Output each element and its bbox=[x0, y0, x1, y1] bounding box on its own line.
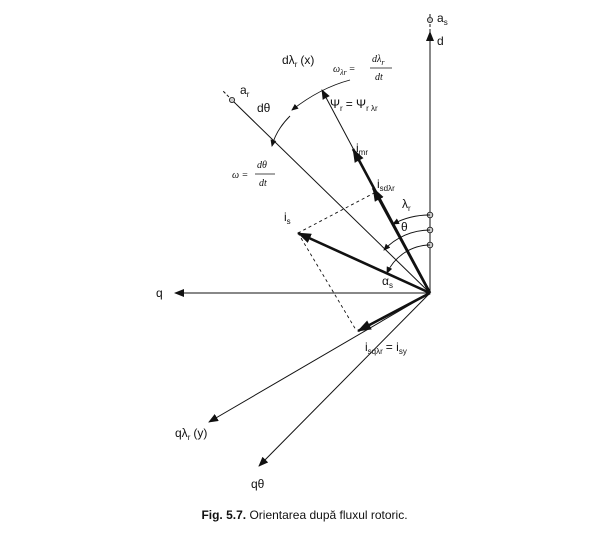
ar-marker bbox=[229, 97, 234, 102]
formula-omega-lambda bbox=[333, 54, 392, 83]
label-imr: $i_{mr}$ bbox=[356, 141, 368, 157]
label-qlambda: $q\lambda_r$ (y) bbox=[175, 426, 208, 442]
label-dlambda: $d\lambda_r$ (x) bbox=[282, 53, 315, 69]
vectors bbox=[298, 149, 430, 331]
label-psi: $\Psi_r = \Psi_{r \lambda r}$ bbox=[330, 97, 378, 113]
svg-text:dθ: dθ bbox=[257, 160, 267, 171]
arc-lambda bbox=[393, 215, 430, 224]
axis-markers bbox=[229, 17, 432, 247]
label-qtheta: qθ bbox=[251, 477, 265, 491]
is-vector bbox=[298, 233, 430, 293]
ar-axis bbox=[236, 104, 430, 293]
label-d: d bbox=[437, 34, 444, 48]
label-as: $a_s$ bbox=[437, 11, 448, 27]
label-isd: $i_{sd\lambda r}$ bbox=[377, 177, 395, 193]
proj-is-to-d bbox=[298, 192, 376, 233]
formula-omega bbox=[232, 160, 275, 189]
label-theta: θ bbox=[401, 220, 408, 234]
svg-text:dt: dt bbox=[259, 178, 267, 189]
label-is: $i_s$ bbox=[284, 210, 291, 226]
label-ar: $a_r$ bbox=[240, 83, 250, 99]
svg-text:dλr: $d\lambda_r$ bbox=[372, 54, 385, 67]
projections bbox=[298, 192, 376, 330]
labels bbox=[156, 11, 448, 491]
figure-caption bbox=[0, 508, 609, 522]
label-alpha: $\alpha_s$ bbox=[382, 274, 393, 290]
axes bbox=[175, 12, 430, 466]
rotation-arcs bbox=[272, 80, 350, 146]
qtheta-axis bbox=[259, 293, 430, 466]
qlambda-axis bbox=[209, 293, 430, 422]
caption-number: Fig. 5.7. bbox=[201, 508, 247, 522]
label-isq: $i_{sq\lambda r} = i_{sy}$ bbox=[365, 340, 407, 356]
isq-vector bbox=[358, 293, 430, 331]
label-q: q bbox=[156, 286, 163, 300]
svg-text:ωλr=: $\omega_{\lambda r}$ = bbox=[333, 64, 356, 77]
caption-text: Orientarea după fluxul rotoric. bbox=[246, 508, 408, 522]
arc-alpha bbox=[387, 245, 430, 273]
label-dtheta: dθ bbox=[257, 101, 271, 115]
as-marker bbox=[427, 17, 432, 22]
svg-text:dt: dt bbox=[375, 72, 383, 83]
svg-text:ω =: ω = bbox=[232, 170, 249, 181]
label-lambda-r: $\lambda_r$ bbox=[402, 197, 411, 213]
